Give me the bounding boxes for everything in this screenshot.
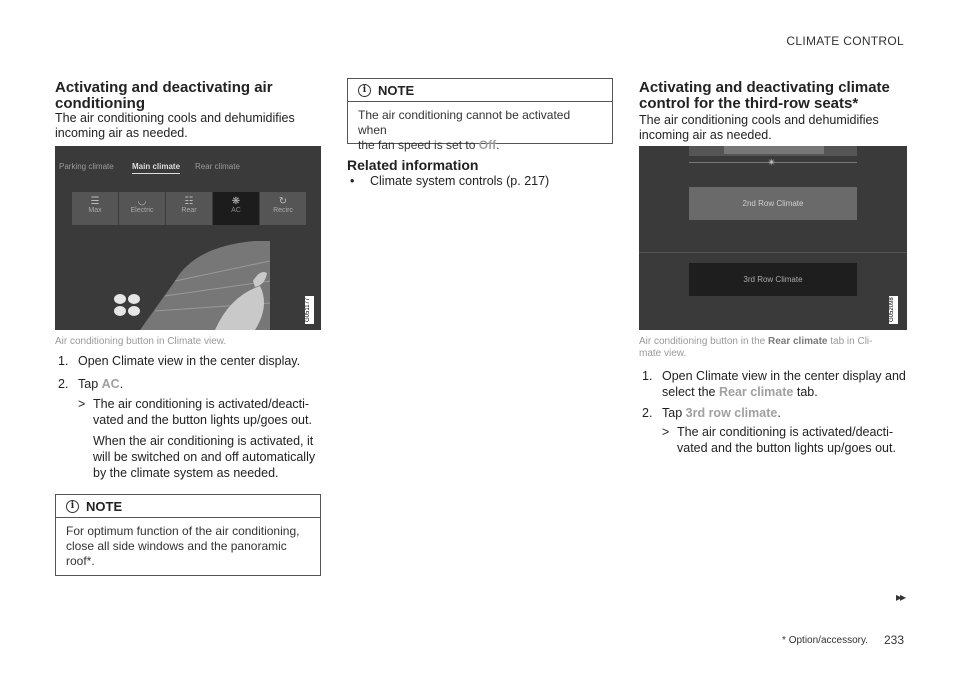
tab-parking-climate: Parking climate — [59, 162, 114, 171]
continue-arrows-icon: ▸▸ — [895, 590, 904, 604]
fan-icon — [110, 291, 144, 319]
rear-climate-ref: Rear climate — [719, 385, 794, 399]
step-1: 1. — [642, 369, 653, 383]
ac-ref: AC — [101, 377, 120, 391]
heading-line-2: control for the third-row seats* — [639, 95, 859, 112]
climate-screen-image — [55, 146, 321, 330]
step-2: 2. — [642, 406, 653, 420]
intro-line-1: The air conditioning cools and dehumidifies — [55, 111, 295, 125]
note-body: For optimum function of the air conditioning, close all side windows and the panoramic roof*. — [66, 524, 300, 568]
slider-segments — [724, 146, 824, 154]
related-info-heading: Related information — [347, 157, 479, 173]
rear-climate-screen-image — [639, 146, 907, 330]
intro-text — [55, 111, 325, 141]
intro-line-2: incoming air as needed. — [55, 126, 188, 140]
note-box-2 — [347, 78, 613, 152]
page-number: 233 — [883, 633, 904, 647]
heading-line-1: Activating and deactivating air — [55, 79, 273, 96]
info-icon: i — [358, 84, 371, 97]
section-heading-third-row — [639, 80, 909, 112]
heading-line-2: conditioning — [55, 95, 145, 112]
info-icon: i — [66, 500, 79, 513]
step-1-text-3: Open Climate view in the center display and select the Rear climate tab. — [662, 369, 906, 399]
heading-line-1: Activating and deactivating climate — [639, 79, 890, 96]
related-link-climate-controls[interactable]: Climate system controls (p. 217) — [370, 174, 550, 188]
rear-defrost-button — [166, 192, 212, 225]
result-2-text: When the air conditioning is activated, it will be switched on and off automatically by the climate system as needed. — [93, 434, 316, 480]
rear-defrost-icon: ☷ — [184, 196, 194, 207]
note-header — [56, 495, 320, 518]
off-ref: Off — [478, 138, 497, 152]
button-label: AC — [231, 207, 241, 214]
step-2-text-3: Tap 3rd row climate. — [662, 406, 781, 420]
third-row-climate-button: 3rd Row Climate — [689, 263, 857, 296]
note-title: NOTE — [86, 498, 123, 514]
note-header — [348, 79, 612, 102]
recirc-button — [260, 192, 306, 225]
fan-icon: ✴ — [767, 157, 777, 169]
image-code: G052098 — [889, 296, 898, 324]
note-title: NOTE — [378, 82, 415, 98]
step-2: 2. — [58, 377, 69, 391]
section-header: CLIMATE CONTROL — [786, 34, 904, 48]
tab-rear-climate: Rear climate — [195, 162, 240, 171]
footnote: * Option/accessory. — [782, 635, 868, 646]
note-box-1 — [55, 494, 321, 576]
button-label: Electric — [130, 207, 154, 214]
button-label: Rear — [181, 207, 197, 214]
result-1-text: The air conditioning is activated/deacti- vated and the button lights up/goes out. — [93, 397, 312, 427]
max-defrost-icon: ☰ — [90, 196, 100, 207]
button-label: Max — [88, 207, 102, 214]
electric-button — [119, 192, 165, 225]
button-label: Recirc — [273, 207, 293, 214]
result-text-3: The air conditioning is activated/deacti- vated and the button lights up/goes out. — [677, 425, 896, 455]
second-row-climate-button: 2nd Row Climate — [689, 187, 857, 220]
tab-main-climate: Main climate — [132, 162, 180, 174]
image-caption-3: Air conditioning button in the Rear climate tab in Cli- mate view. — [639, 336, 873, 359]
image-code: G051177 — [305, 296, 314, 324]
result-marker: > — [78, 397, 86, 411]
image-caption: Air conditioning button in Climate view. — [55, 336, 227, 347]
ac-button — [213, 192, 259, 225]
divider — [639, 252, 907, 253]
seat-illustration — [55, 241, 321, 330]
note-body: The air conditioning cannot be activated when the fan speed is set to Off. — [358, 108, 571, 152]
third-row-climate-ref: 3rd row climate — [685, 406, 778, 420]
step-1: 1. — [58, 354, 69, 368]
result-marker: > — [662, 425, 670, 439]
recirculation-icon: ↻ — [278, 196, 288, 207]
electric-windshield-icon: ◡ — [137, 196, 147, 207]
step-1-text: Open Climate view in the center display. — [78, 354, 301, 368]
intro-text-3: The air conditioning cools and dehumidifies incoming air as needed. — [639, 113, 879, 142]
bullet: • — [350, 174, 355, 188]
ac-snowflake-icon: ❋ — [231, 196, 241, 207]
max-defrost-button — [72, 192, 118, 225]
step-2-text: Tap AC. — [78, 377, 124, 391]
section-heading-ac — [55, 80, 325, 112]
